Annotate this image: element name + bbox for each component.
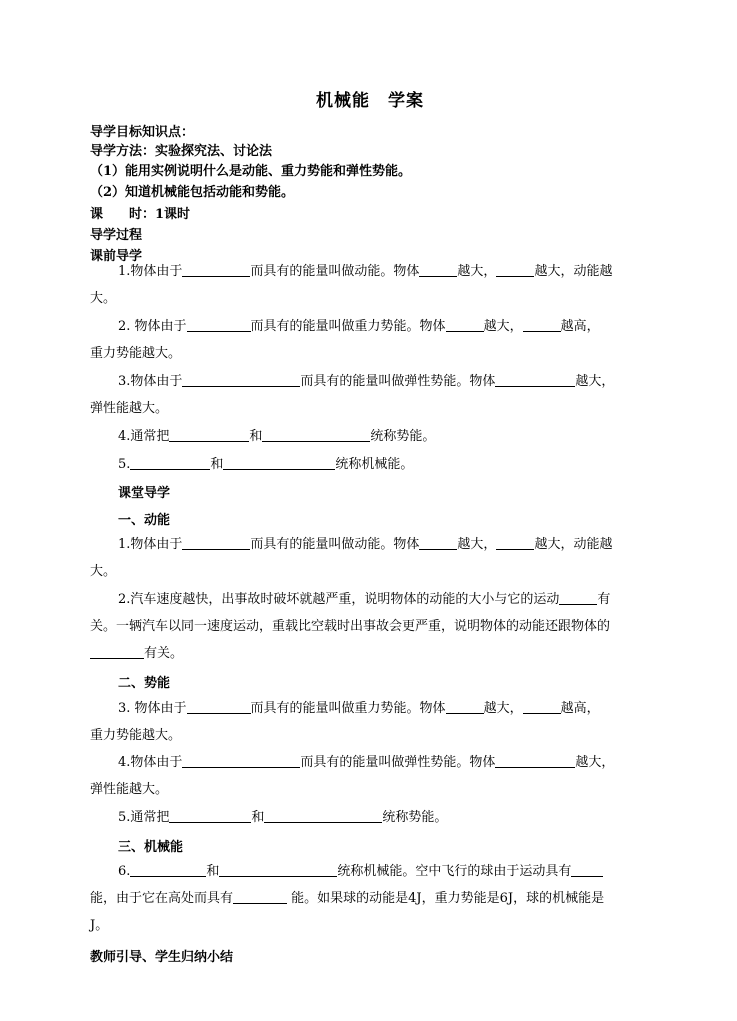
blank[interactable] <box>571 862 603 877</box>
pre-question-4: 4.通常把 和 统称势能。 <box>118 429 436 444</box>
class-question-2: 2.汽车速度越快，出事故时破坏就越严重，说明物体的动能的大小与它的运动 有 关。一辆汽车以同一速度运动，重载比空载时出事故会更严重，说明物体的动能还跟物体的 有关。 <box>90 592 611 661</box>
blank[interactable] <box>219 862 337 877</box>
blank[interactable] <box>523 317 561 332</box>
pre-question-1: 1.物体由于 而具有的能量叫做动能。物体 越大， 越大，动能越 大。 <box>90 264 613 306</box>
blank[interactable] <box>169 427 249 442</box>
blank[interactable] <box>182 535 250 550</box>
heading-method: 导学方法：实验探究法、讨论法 <box>90 144 273 159</box>
heading-summary: 教师引导、学生归纳小结 <box>90 950 234 965</box>
heading-periods: 课 时：1课时 <box>90 207 191 222</box>
heading-pre-class: 课前导学 <box>90 249 143 264</box>
section-potential-energy: 二、势能 <box>118 676 171 691</box>
heading-in-class: 课堂导学 <box>118 486 171 501</box>
class-question-5: 5.通常把 和 统称势能。 <box>118 810 448 825</box>
blank[interactable] <box>262 427 370 442</box>
class-question-1: 1.物体由于 而具有的能量叫做动能。物体 越大， 越大，动能越 大。 <box>90 537 613 579</box>
blank[interactable] <box>264 808 382 823</box>
blank[interactable] <box>495 372 575 387</box>
blank[interactable] <box>182 262 250 277</box>
objective-1: （1）能用实例说明什么是动能、重力势能和弹性势能。 <box>90 164 412 179</box>
page-title: 机械能 学案 <box>316 91 424 111</box>
blank[interactable] <box>419 535 457 550</box>
heading-process: 导学过程 <box>90 228 143 243</box>
class-question-3: 3. 物体由于 而具有的能量叫做重力势能。物体 越大， 越高， 重力势能越大。 <box>90 701 600 743</box>
blank[interactable] <box>169 808 251 823</box>
class-question-6: 6. 和 统称机械能。空中飞行的球由于运动具有 能，由于它在高处而具有 能。如果球的动能是4J，重力势能是6J，球的机械能是 J。 <box>90 864 605 933</box>
blank[interactable] <box>446 699 484 714</box>
blank[interactable] <box>496 535 534 550</box>
pre-question-3: 3.物体由于 而具有的能量叫做弹性势能。物体 越大， 弹性能越大。 <box>90 374 615 416</box>
blank[interactable] <box>419 262 457 277</box>
blank[interactable] <box>90 644 144 659</box>
heading-objectives: 导学目标知识点： <box>90 125 195 140</box>
objective-2: （2）知道机械能包括动能和势能。 <box>90 185 295 200</box>
blank[interactable] <box>130 455 210 470</box>
class-question-4: 4.物体由于 而具有的能量叫做弹性势能。物体 越大， 弹性能越大。 <box>90 755 615 797</box>
section-kinetic-energy: 一、动能 <box>118 513 171 528</box>
blank[interactable] <box>495 753 575 768</box>
blank[interactable] <box>187 317 251 332</box>
pre-question-2: 2. 物体由于 而具有的能量叫做重力势能。物体 越大， 越高， 重力势能越大。 <box>90 319 600 361</box>
blank[interactable] <box>130 862 206 877</box>
blank[interactable] <box>446 317 484 332</box>
blank[interactable] <box>182 372 300 387</box>
blank[interactable] <box>187 699 251 714</box>
section-mechanical-energy: 三、机械能 <box>118 840 184 855</box>
blank[interactable] <box>496 262 534 277</box>
pre-question-5: 5. 和 统称机械能。 <box>118 457 414 472</box>
blank[interactable] <box>182 753 300 768</box>
blank[interactable] <box>559 590 597 605</box>
blank[interactable] <box>223 455 335 470</box>
blank[interactable] <box>233 889 287 904</box>
blank[interactable] <box>523 699 561 714</box>
